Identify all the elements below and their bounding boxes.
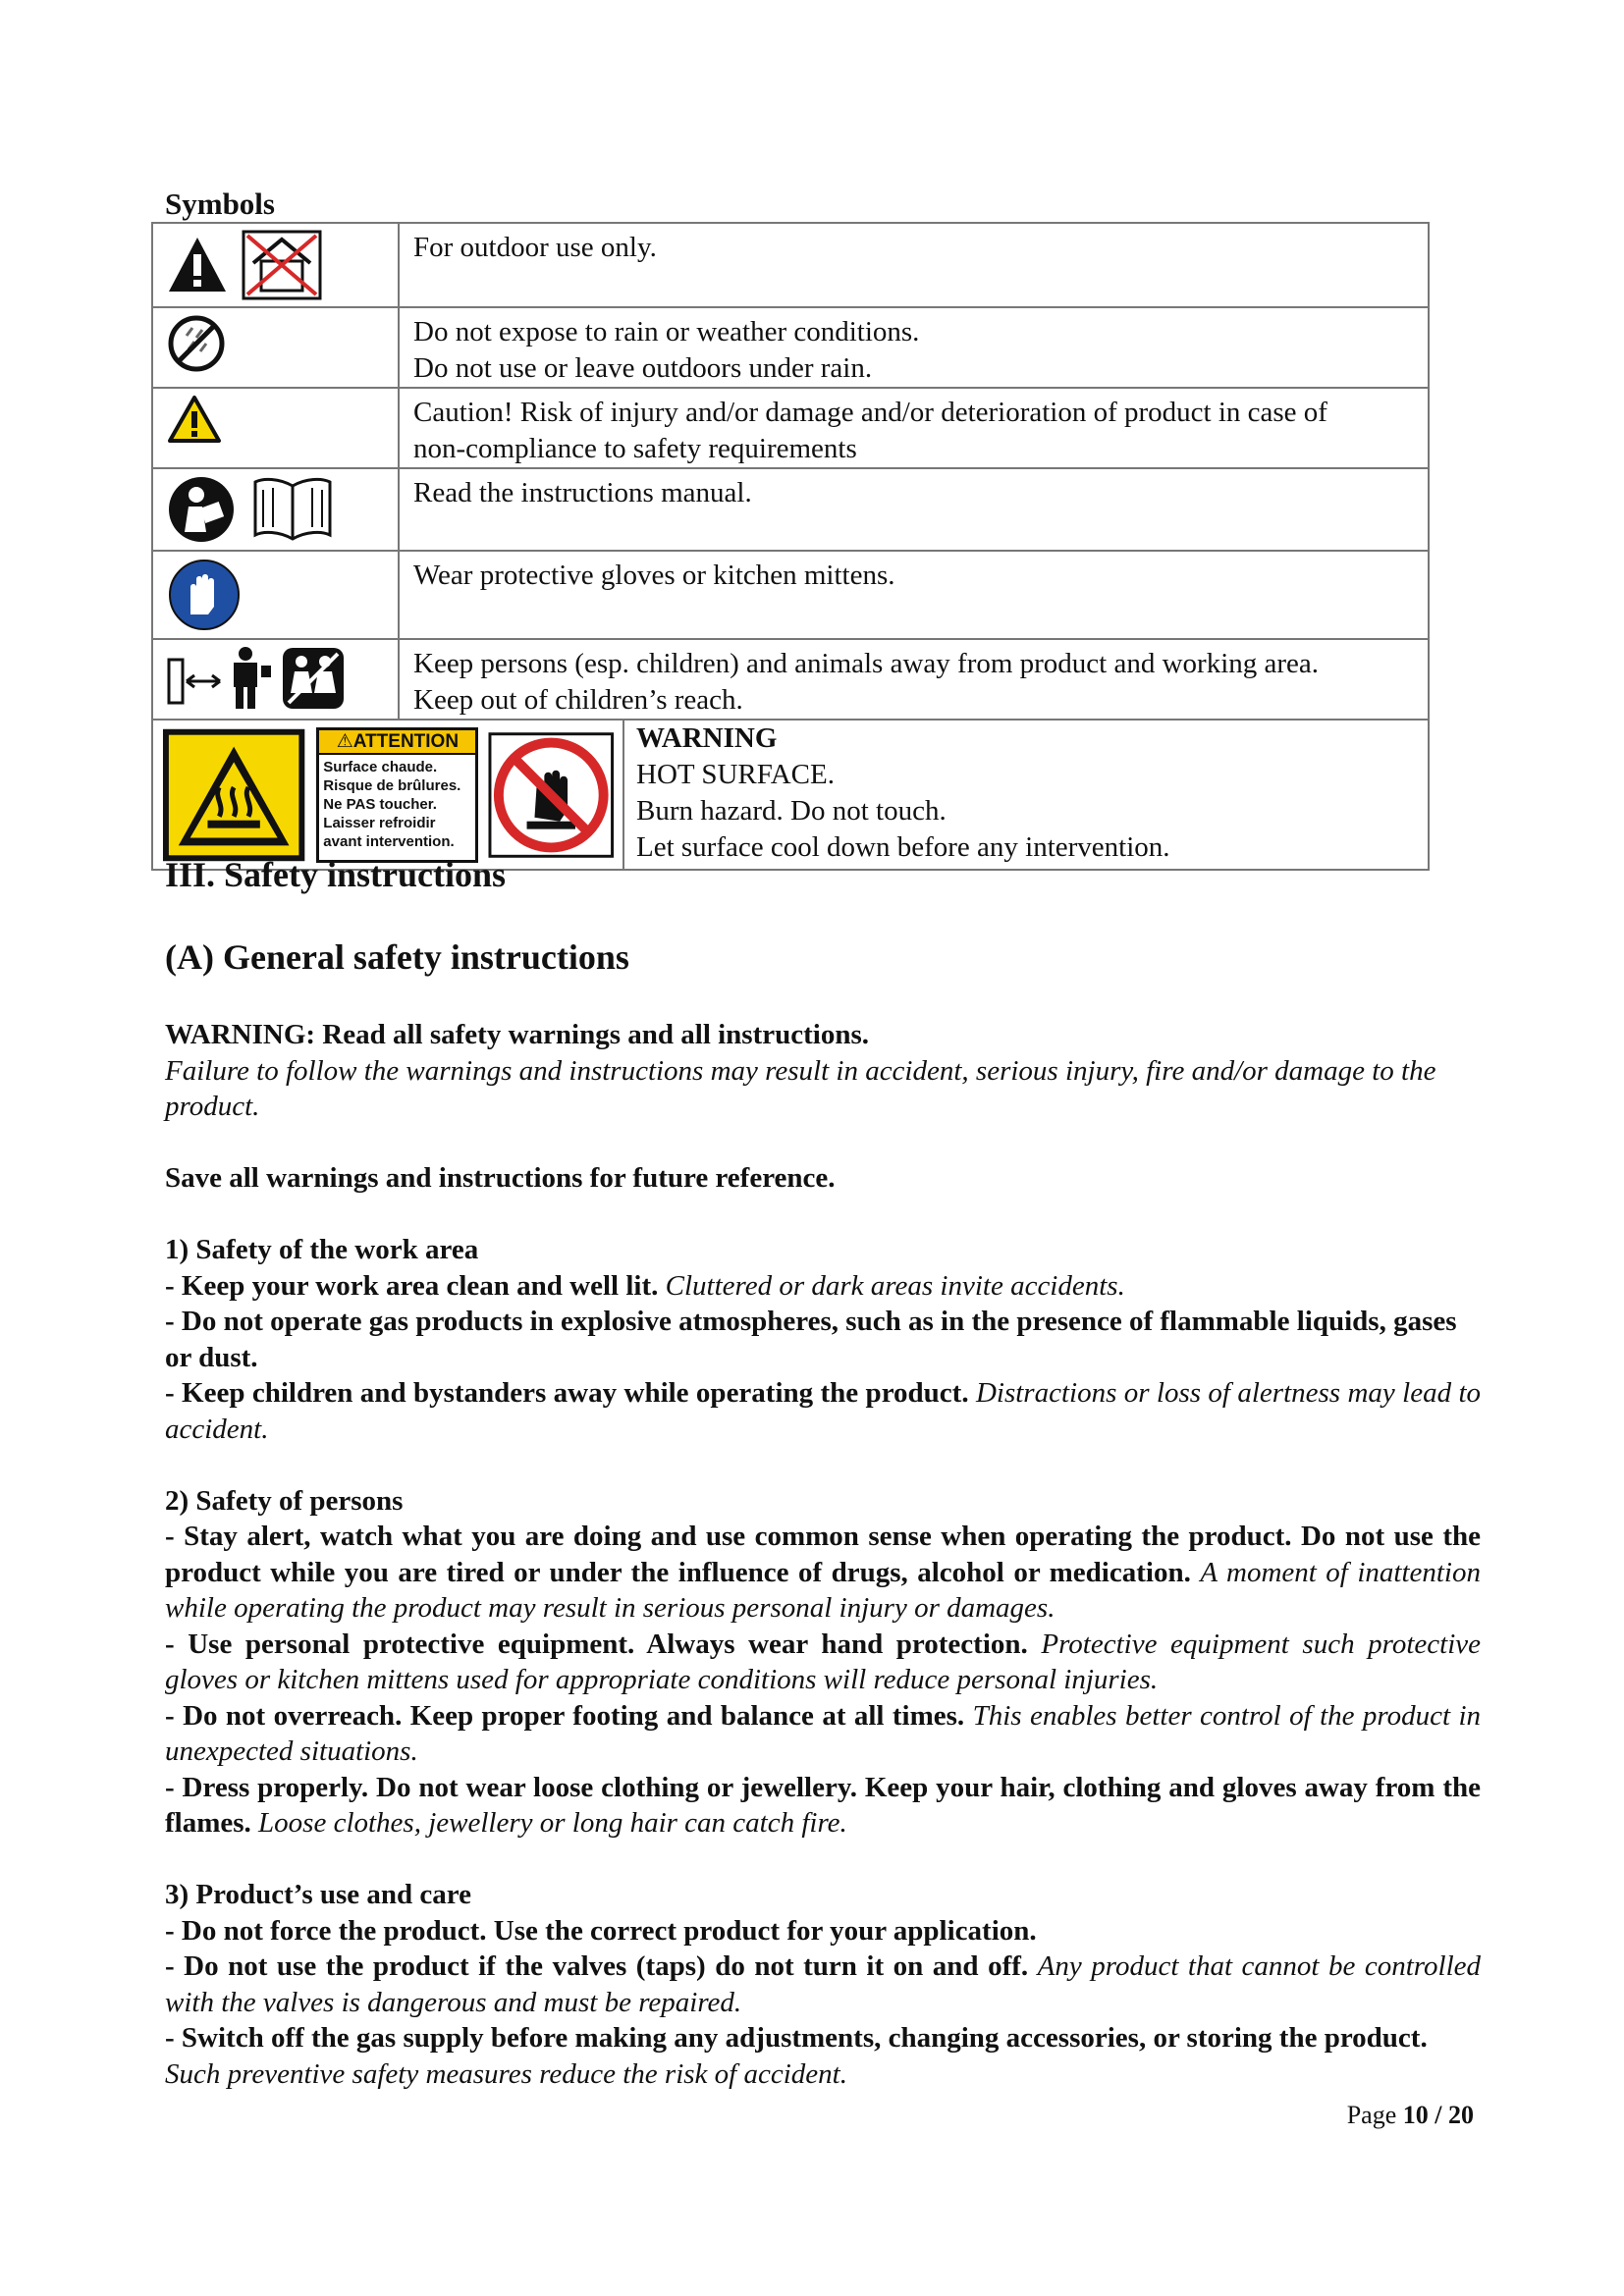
symbol-description: Wear protective gloves or kitchen mittens. (399, 551, 1429, 639)
read-manual-person-icon (167, 475, 236, 544)
persons-heading: 2) Safety of persons (165, 1484, 404, 1517)
symbol-row (152, 223, 1429, 307)
warning-heading: WARNING: Read all safety warnings and all instructions. (165, 1019, 869, 1050)
open-book-icon (249, 476, 336, 543)
caution-triangle-icon (167, 395, 222, 444)
symbol-row (152, 388, 1429, 468)
warning-triangle-icon (167, 235, 228, 295)
keep-children-away-icon (281, 646, 346, 711)
work-area-heading: 1) Safety of the work area (165, 1234, 479, 1265)
symbol-description: Keep persons (esp. children) and animals away from product and working area. Keep out of children’s reach. (399, 639, 1429, 720)
work-area-item: - Keep children and bystanders away while operating the product. Distractions or loss of alertness may lead to accident. (165, 1377, 1481, 1445)
persons-item: - Do not overreach. Keep proper footing and balance at all times. This enables better control of the product in unexpected situations. (165, 1699, 1482, 1767)
save-note: Save all warnings and instructions for future reference. (165, 1162, 836, 1194)
symbol-description: Do not expose to rain or weather conditions. Do not use or leave outdoors under rain. (399, 307, 1429, 388)
section-title: III. Safety instructions (165, 855, 507, 894)
warning-row (152, 720, 1429, 870)
symbol-description: Caution! Risk of injury and/or damage and/or deterioration of product in case of non-compliance to safety requirements (399, 388, 1429, 468)
no-rain-icon (167, 314, 226, 373)
symbol-row (152, 468, 1429, 551)
symbol-description: For outdoor use only. (399, 223, 1429, 307)
protective-gloves-icon (167, 558, 242, 632)
product-use-heading: 3) Product’s use and care (165, 1879, 472, 1910)
attention-label: ATTENTION (352, 730, 460, 752)
attention-label-box: ⚠ATTENTION Surface chaude. Risque de brûlures. Ne PAS toucher. Laisser refroidir avant intervention. (316, 727, 478, 863)
persons-item: - Stay alert, watch what you are doing and use common sense when operating the product. Do not use the product while you are tired or under the influence of drugs, alcohol or medication. A moment of inattention while operating the product may result in serious personal injury or damages. (165, 1521, 1481, 1624)
symbol-row (152, 551, 1429, 639)
symbol-description: Read the instructions manual. (399, 468, 1429, 551)
page-number: Page 10 / 20 (1346, 2101, 1474, 2129)
symbols-table (151, 222, 1430, 871)
hot-surface-icon (161, 726, 306, 864)
persons-item: - Use personal protective equipment. Always wear hand protection. Protective equipment such protective gloves or kitchen mittens used for appropriate conditions will reduce personal injuries. (165, 1628, 1482, 1695)
product-use-item: - Switch off the gas supply before making any adjustments, changing accessories, or storing the product. Such preventive safety measures reduce the risk of accident. (165, 2022, 1428, 2090)
keep-distance-icon (167, 646, 275, 711)
symbols-heading: Symbols (165, 187, 275, 221)
persons-item: - Dress properly. Do not wear loose clothing or jewellery. Keep your hair, clothing and gloves away from the flames. Loose clothes, jewellery or long hair can catch fire. (165, 1771, 1481, 1839)
subsection-title: (A) General safety instructions (165, 937, 629, 977)
attention-triangle-icon: ⚠ (336, 730, 353, 752)
no-touch-icon (488, 731, 615, 859)
symbol-row (152, 307, 1429, 388)
warning-note: Failure to follow the warnings and instructions may result in accident, serious injury, fire and/or damage to the product. (165, 1054, 1436, 1122)
product-use-item: - Do not force the product. Use the correct product for your application. (165, 1914, 1037, 1947)
safety-instructions-body (165, 1017, 1481, 2092)
symbol-row (152, 639, 1429, 720)
no-indoor-house-icon (242, 230, 322, 300)
product-use-item: - Do not use the product if the valves (taps) do not turn it on and off. Any product that cannot be controlled with the valves is dangerous and must be repaired. (165, 1950, 1482, 2018)
warning-description: WARNING HOT SURFACE. Burn hazard. Do not touch. Let surface cool down before any intervention. (636, 722, 1170, 863)
work-area-item: - Keep your work area clean and well lit. Cluttered or dark areas invite accidents. (165, 1269, 1125, 1302)
work-area-item: - Do not operate gas products in explosive atmospheres, such as in the presence of flammable liquids, gases or dust. (165, 1306, 1457, 1373)
